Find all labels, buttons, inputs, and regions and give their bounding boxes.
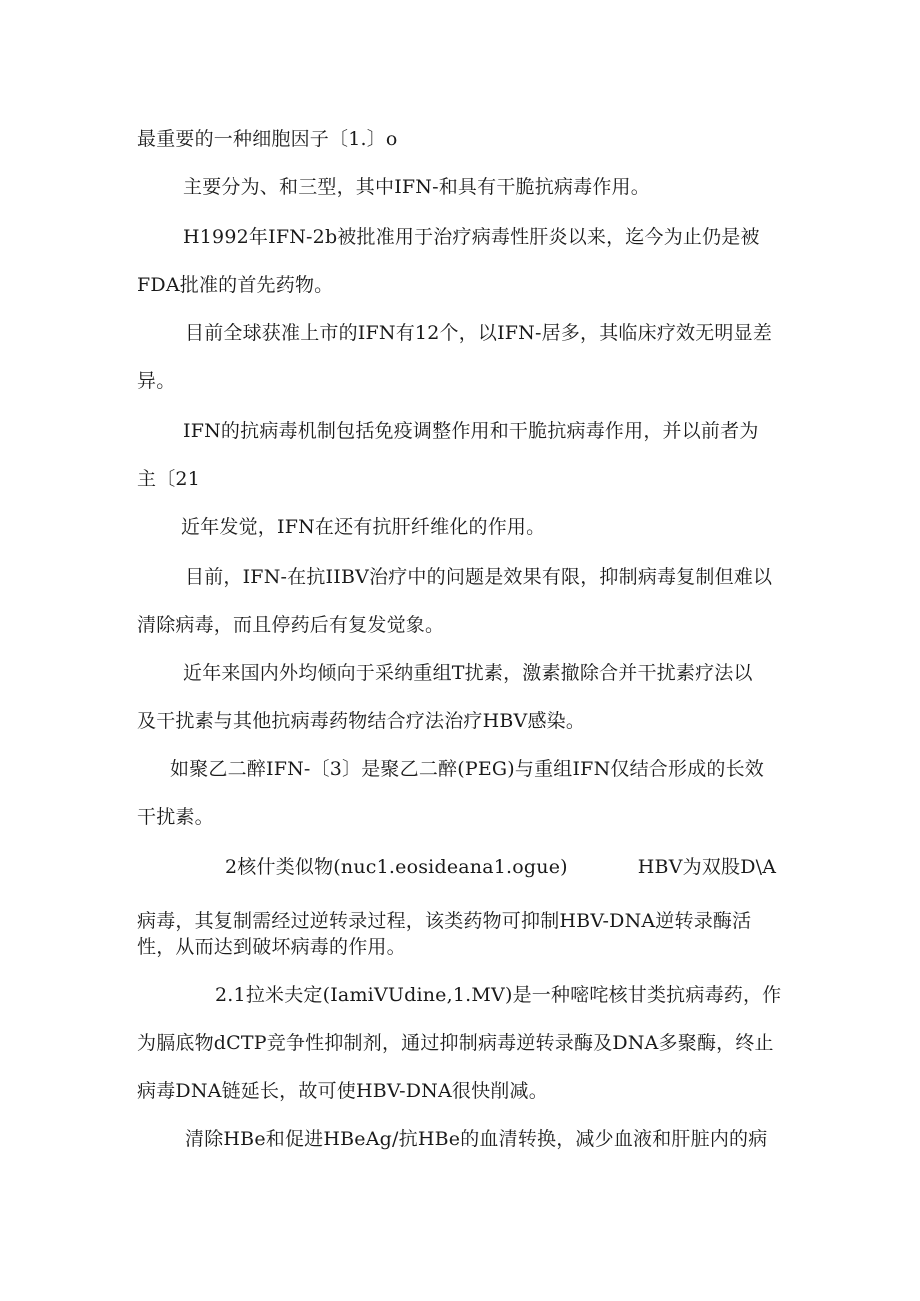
text-line: 病毒，其复制需经过逆转录过程，该类药物可抑制HBV-DNA逆转录酶活 bbox=[137, 910, 752, 932]
text-line: 病毒DNA链延长，故可使HBV-DNA很快削减。 bbox=[137, 1080, 548, 1102]
text-line: 最重要的一种细胞因子〔1.〕o bbox=[137, 128, 398, 150]
text-line: 清除HBe和促进HBeAg/抗HBe的血清转换，减少血液和肝脏内的病 bbox=[185, 1128, 768, 1150]
text-line: 干扰素。 bbox=[137, 806, 214, 828]
text-line: 异。 bbox=[137, 370, 176, 392]
text-line: FDA批准的首先药物。 bbox=[137, 274, 334, 296]
text-line: IFN的抗病毒机制包括免疫调整作用和干脆抗病毒作用，并以前者为 bbox=[183, 420, 759, 442]
section-heading bbox=[225, 855, 776, 879]
text-line: 及干扰素与其他抗病毒药物结合疗法治疗HBV感染。 bbox=[137, 710, 586, 732]
text-line: 性，从而达到破坏病毒的作用。 bbox=[137, 936, 406, 958]
text-line: 近年来国内外均倾向于采纳重组T扰素，激素撤除合并干扰素疗法以 bbox=[183, 662, 753, 684]
section-heading-title: 2核什类似物(nuc1.eosideana1.ogue) bbox=[225, 856, 568, 878]
text-line: 为膈底物dCTP竞争性抑制剂，通过抑制病毒逆转录酶及DNA多聚酶，终止 bbox=[137, 1032, 774, 1054]
text-line: 主〔21 bbox=[137, 468, 200, 490]
text-line: 近年发觉，IFN在还有抗肝纤维化的作用。 bbox=[181, 516, 546, 538]
text-line: 目前全球获准上市的IFN有12个，以IFN-居多，其临床疗效无明显差 bbox=[185, 322, 773, 344]
text-line: 主要分为、和三型，其中IFN-和具有干脆抗病毒作用。 bbox=[183, 176, 650, 198]
section-heading-tail: HBV为双股D\A bbox=[637, 856, 777, 878]
text-line: 清除病毒，而且停药后有复发觉象。 bbox=[137, 614, 445, 636]
text-line: 如聚乙二醉IFN-〔3〕是聚乙二醉(PEG)与重组IFN仅结合形成的长效 bbox=[170, 758, 764, 780]
text-line: H1992年IFN-2b被批准用于治疗病毒性肝炎以来，迄今为止仍是被 bbox=[183, 226, 760, 248]
text-line: 2.1拉米夫定(IamiVUdine,1.MV)是一种嘧咤核甘类抗病毒药，作 bbox=[215, 984, 782, 1006]
text-line: 目前，IFN-在抗IIBV治疗中的问题是效果有限，抑制病毒复制但难以 bbox=[185, 566, 773, 588]
